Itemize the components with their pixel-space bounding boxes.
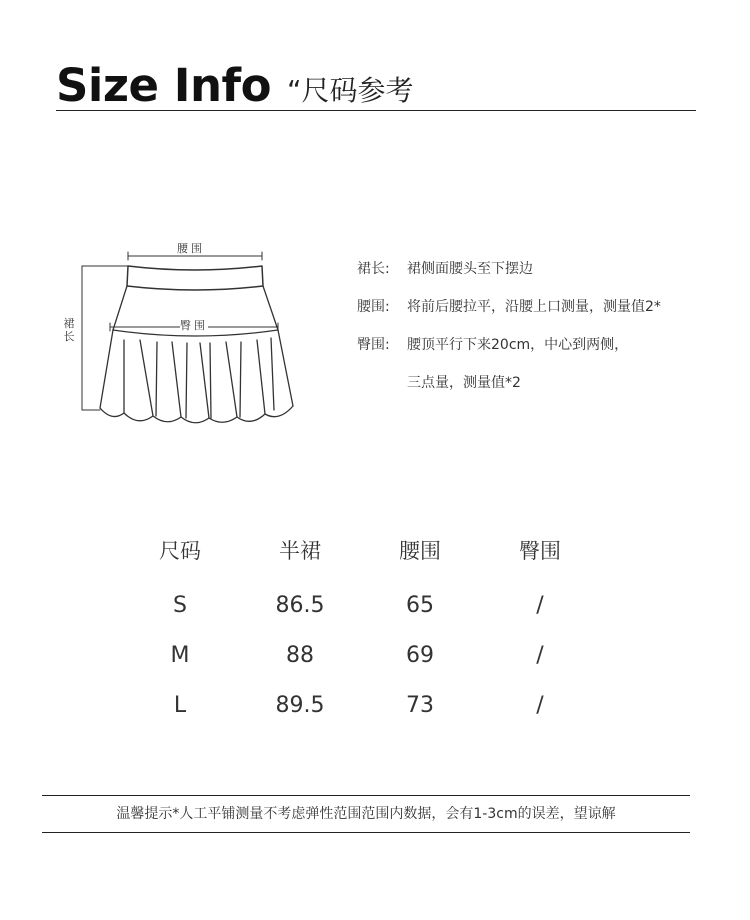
skirt-illustration [60,230,320,440]
waist-label: 腰围 [177,242,205,255]
table-row [120,693,600,743]
page-header [56,60,696,111]
column-header-size: 尺码 [159,539,201,563]
table-cell: 69 [406,643,434,668]
column-header-waist: 腰围 [399,539,441,563]
note-length [357,258,742,296]
measurement-notes [357,258,742,410]
note-key: 腰围: [357,299,390,315]
column-header-hip: 臀围 [519,539,561,563]
table-row [120,643,600,693]
table-cell: / [536,693,544,718]
note-hip-continued [357,372,742,410]
note-key: 臀围: [357,337,390,353]
footer-tip: 温馨提示*人工平铺测量不考虑弹性范围范围内数据，会有1-3cm的误差，望谅解 [42,795,690,833]
column-header-skirt: 半裙 [279,539,321,563]
table-cell: L [173,693,187,718]
table-cell: / [536,643,544,668]
table-cell: 89.5 [275,693,325,718]
table-cell: 73 [406,693,434,718]
note-text: 裙侧面腰头至下摆边 [407,261,533,277]
note-waist [357,296,742,334]
size-table [120,535,600,743]
page-title: Size Info [56,59,271,112]
table-cell: 86.5 [275,593,325,618]
length-label: 裙长 [63,317,75,343]
table-cell: / [536,593,544,618]
note-text: 将前后腰拉平，沿腰上口测量，测量值2* [407,299,661,315]
table-cell: 65 [406,593,434,618]
table-cell: S [173,593,187,618]
note-hip [357,334,742,372]
note-text: 腰顶平行下来20cm，中心到两侧， [407,337,629,353]
note-key: 裙长: [357,261,390,277]
skirt-diagram [60,230,320,440]
hip-label: 臀围 [180,319,208,332]
table-header-row [120,535,600,593]
table-row [120,593,600,643]
table-cell: M [170,643,190,668]
note-text: 三点量，测量值*2 [407,375,521,391]
table-cell: 88 [286,643,314,668]
page-subtitle: “尺码参考 [287,74,414,107]
